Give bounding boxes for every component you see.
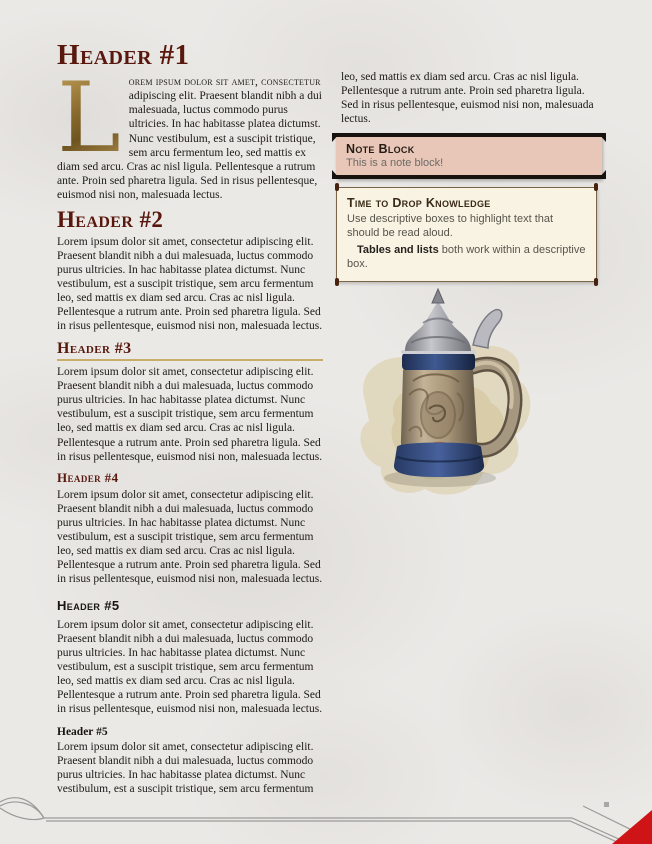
footer-ornament [0, 792, 652, 844]
descriptive-box-line2 [347, 243, 586, 272]
paragraph-2: Lorem ipsum dolor sit amet, consectetur adipiscing elit. Praesent blandit nibh a dui malesuada, luctus commodo purus ultricies. In hac habitasse platea dictumst. Nunc vestibulum, est a suscipit tristique, sem arcu fermentum leo, sed mattis ex diam sed arcu. Cras ac nisl ligula. Pellentesque a rutrum ante. Proin sed pharetra ligula. Sed in risus pellentesque, euismod nisi non, malesuada lectus. [57, 235, 323, 332]
beer-stein-illustration [345, 281, 535, 511]
header-5-bold: Header #5 [57, 726, 108, 739]
paragraph-5: Lorem ipsum dolor sit amet, consectetur adipiscing elit. Praesent blandit nibh a dui malesuada, luctus commodo purus ultricies. In hac habitasse platea dictumst. Nunc vestibulum, est a suscipit tristique, sem arcu fermentum leo, sed mattis ex diam sed arcu. Cras ac nisl ligula. Pellentesque a rutrum ante. Proin sed pharetra ligula. Sed in risus pellentesque, euismod nisi non, malesuada lectus. [57, 618, 323, 716]
red-corner-wedge [612, 810, 652, 844]
header-5: Header #5 [57, 597, 120, 613]
descriptive-box [336, 187, 597, 282]
descriptive-box-title: Time to Drop Knowledge [347, 196, 491, 211]
corner-dot-icon [335, 183, 339, 191]
drop-cap: L [57, 75, 129, 156]
left-column [57, 40, 323, 802]
paragraph-continued: leo, sed mattis ex diam sed arcu. Cras ac nisl ligula. Pellentesque a rutrum ante. Proin sed pharetra ligula. Sed in risus pellentesque, euismod nisi non, malesuada lectus. [341, 71, 594, 126]
note-block [336, 133, 602, 179]
corner-dot-icon [335, 278, 339, 286]
header-4: Header #4 [57, 469, 119, 485]
paragraph-6: Lorem ipsum dolor sit amet, consectetur adipiscing elit. Praesent blandit nibh a dui malesuada, luctus commodo purus ultricies. In hac habitasse platea dictumst. Nunc vestibulum, est a suscipit tristique, sem arcu fermentum [57, 741, 314, 796]
note-block-bottom-border [335, 175, 603, 179]
header-1: Header #1 [57, 39, 190, 71]
beer-stein-svg [345, 281, 535, 511]
header-3: Header #3 [57, 340, 323, 362]
corner-dot-icon [594, 278, 598, 286]
right-column [341, 70, 597, 292]
paragraph-4: Lorem ipsum dolor sit amet, consectetur adipiscing elit. Praesent blandit nibh a dui malesuada, luctus commodo purus ultricies. In hac habitasse platea dictumst. Nunc vestibulum, est a suscipit tristique, sem arcu fermentum leo, sed mattis ex diam sed arcu. Cras ac nisl ligula. Pellentesque a rutrum ante. Proin sed pharetra ligula. Sed in risus pellentesque, euismod nisi non, malesuada lectus. [57, 488, 323, 585]
note-block-body: This is a note block! [346, 157, 444, 170]
descriptive-box-line2-rest: both work within a descriptive box. [347, 243, 586, 270]
note-block-top-border [335, 133, 603, 137]
paragraph-1-rest: adipiscing elit. Praesent blandit nibh a dui malesuada, luctus commodo purus ultricies. In hac habitasse platea dictumst. Nunc vestibulum, est a suscipit tristique, sem arcu fermentum leo, sed mattis ex diam sed arcu. Cras ac nisl ligula. Pellentesque a rutrum ante. Proin sed pharetra ligula. Sed in risus pellentesque, euismod nisi non, malesuada lectus. [57, 90, 322, 201]
corner-dot-icon [594, 183, 598, 191]
paragraph-3: Lorem ipsum dolor sit amet, consectetur adipiscing elit. Praesent blandit nibh a dui malesuada, luctus commodo purus ultricies. In hac habitasse platea dictumst. Nunc vestibulum, est a suscipit tristique, sem arcu fermentum leo, sed mattis ex diam sed arcu. Cras ac nisl ligula. Pellentesque a rutrum ante. Proin sed pharetra ligula. Sed in risus pellentesque, euismod nisi non, malesuada lectus. [57, 366, 323, 463]
note-block-title: Note Block [346, 142, 415, 157]
paragraph-1-lead: orem ipsum dolor sit amet, consectetur [128, 76, 321, 89]
descriptive-box-line1: Use descriptive boxes to highlight text that should be read aloud. [347, 213, 554, 240]
descriptive-box-line2-bold: Tables and lists [357, 243, 439, 256]
header-2: Header #2 [57, 206, 164, 232]
paragraph-1 [57, 62, 323, 201]
